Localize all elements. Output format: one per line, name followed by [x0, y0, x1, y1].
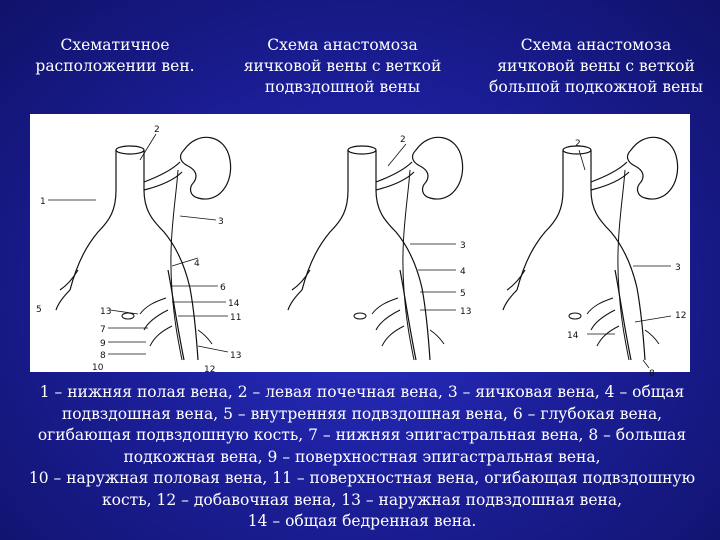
panel-saphenous-anastomosis — [503, 137, 686, 379]
caption-line: 14 – общая бедренная вена. — [247, 512, 477, 530]
label-8: 8 — [100, 351, 106, 361]
caption-line: 10 – наружная половая вена, 11 – поверхностная вена, огибающая подвздошную — [28, 469, 696, 487]
figure-caption — [22, 382, 702, 533]
caption-line: огибающая подвздошную кость, 7 – нижняя эпигастральная вена, 8 – большая — [37, 426, 687, 444]
panel-iliac-anastomosis — [288, 135, 471, 360]
label-12: 12 — [204, 365, 216, 375]
label-5: 5 — [460, 289, 466, 299]
caption-line: подвздошная вена, 5 – внутренняя подвздошная вена, 6 – глубокая вена, — [61, 404, 663, 423]
label-3: 3 — [460, 241, 466, 251]
label-1: 1 — [40, 197, 46, 207]
label-7: 7 — [100, 325, 106, 335]
label-2: 2 — [400, 135, 406, 145]
label-4: 4 — [460, 267, 466, 277]
label-13: 13 — [460, 307, 472, 317]
label-2: 2 — [575, 139, 581, 149]
caption-line: 1 – нижняя полая вена, 2 – левая почечная вена, 3 – яичковая вена, 4 – общая — [39, 383, 685, 401]
label-14: 14 — [228, 299, 240, 309]
label-14: 14 — [567, 331, 579, 341]
label-3: 3 — [675, 263, 681, 273]
title-anastomosis-iliac: Схема анастомоза яичковой вены с веткой подвздошной вены — [243, 36, 442, 96]
label-3: 3 — [218, 217, 224, 227]
panel-schematic — [36, 125, 241, 375]
label-9: 9 — [100, 339, 106, 349]
label-11: 11 — [230, 313, 242, 323]
caption-line: кость, 12 – добавочная вена, 13 – наружная подвздошная вена, — [101, 490, 623, 509]
caption-line: подкожная вена, 9 – поверхностная эпигастральная вена, — [123, 447, 601, 466]
label-13b: 13 — [230, 351, 242, 361]
vein-diagram — [30, 114, 690, 379]
label-10: 10 — [92, 363, 104, 373]
vein-diagram-figure — [30, 114, 690, 379]
label-5: 5 — [36, 305, 42, 315]
label-2: 2 — [154, 125, 160, 135]
label-4: 4 — [194, 259, 200, 269]
title-schematic: Схематичное расположении вен. — [35, 36, 195, 75]
title-anastomosis-saphenous: Схема анастомоза яичковой вены с веткой большой подкожной вены — [489, 36, 703, 96]
label-8: 8 — [649, 369, 655, 379]
label-6: 6 — [220, 283, 226, 293]
label-13: 13 — [100, 307, 112, 317]
label-12: 12 — [675, 311, 687, 321]
